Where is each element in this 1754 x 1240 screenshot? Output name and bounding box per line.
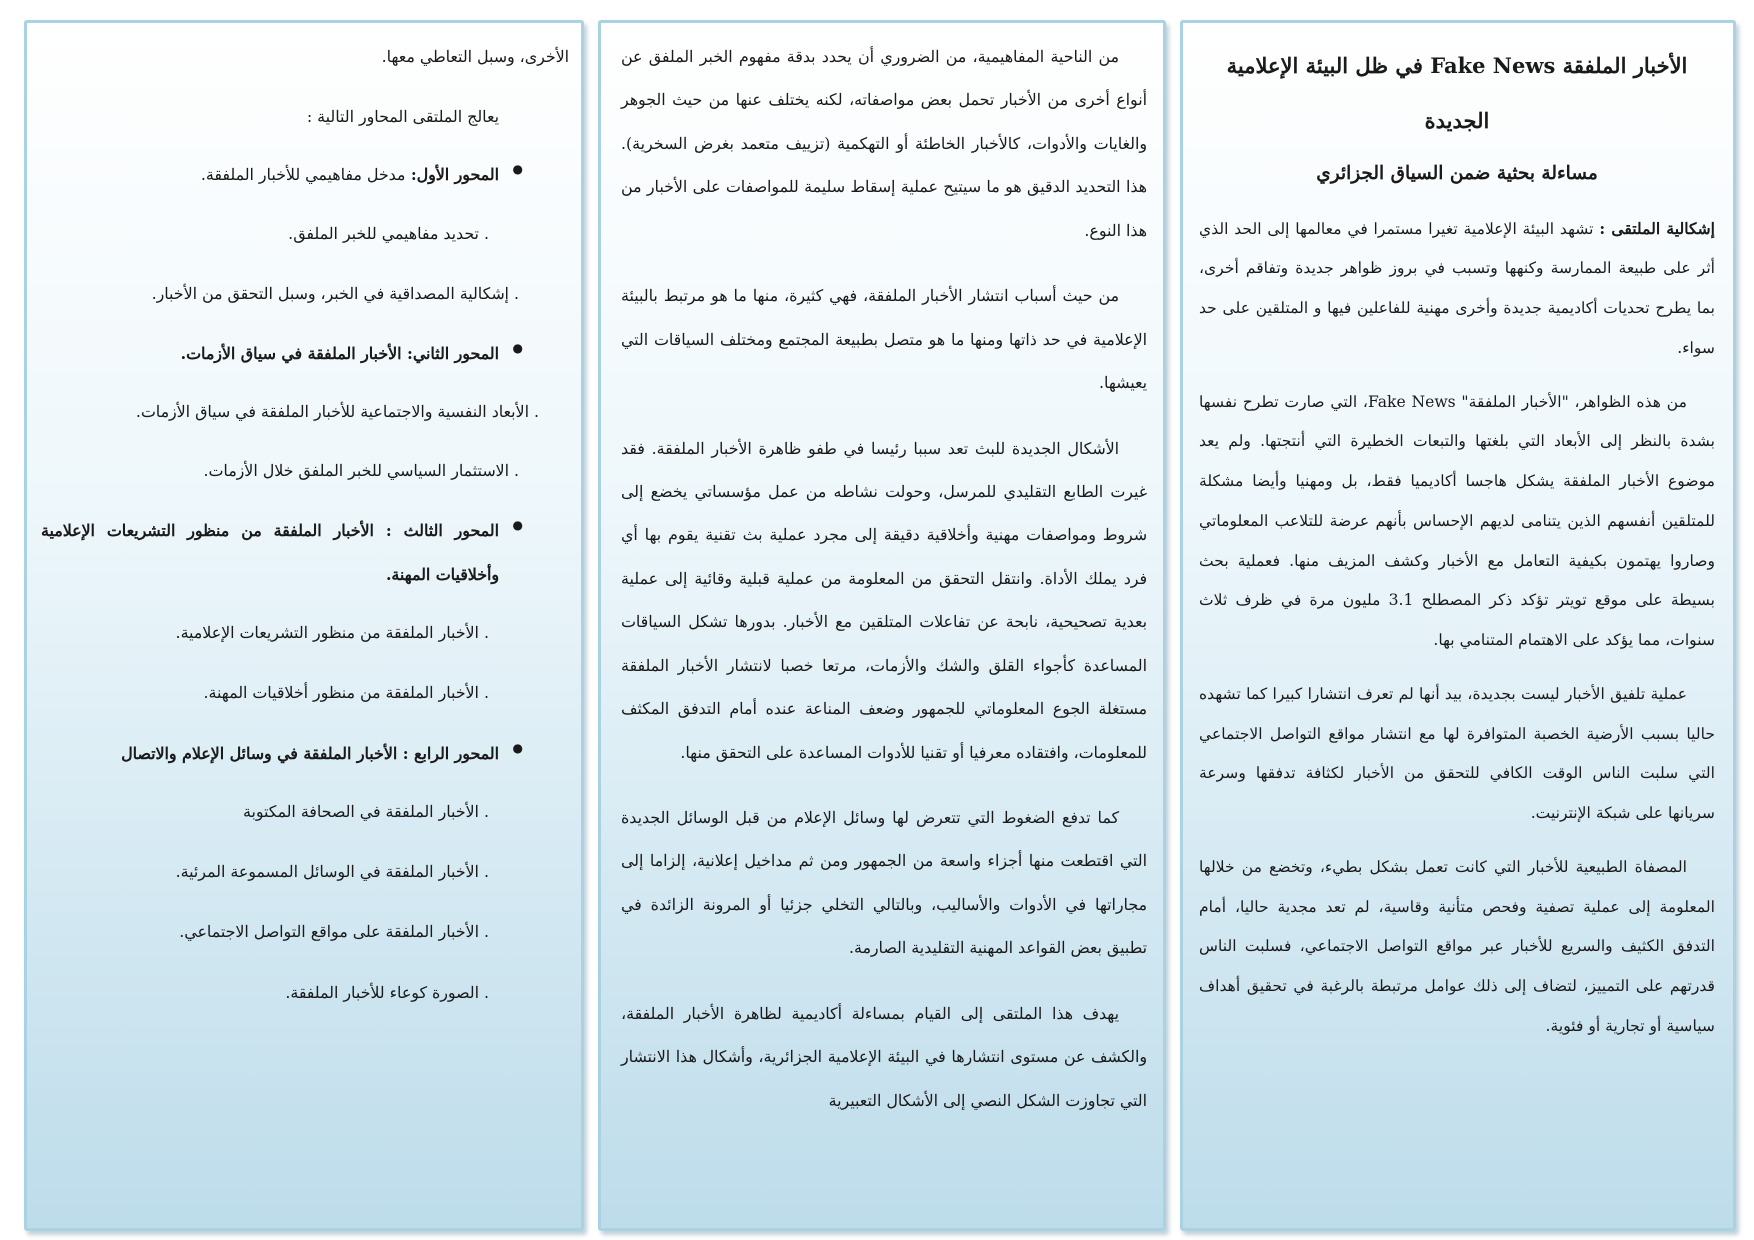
paragraph: المصفاة الطبيعية للأخبار التي كانت تعمل بشكل بطيء، وتخضع من خلالها المعلومة إلى عملية تصفية وفحص متأنية وقاسية، لم تعد مجدية حاليا، أمام التدفق الكثيف والسريع للأخبار عبر مواقع التواصل الاجتماعي، فسلبت الناس قدرتهم على التمييز، لتضاف إلى ذلك عوامل مرتبطة بالرغبة في تحقيق أهداف سياسية أو تجارية أو فئوية. [1199,857,1715,1035]
axis-item: . الاستثمار السياسي للخبر الملفق خلال الأزمات. [203,460,519,480]
column-right [1180,20,1736,1231]
page-subtitle: مساءلة بحثية ضمن السياق الجزائري [1316,163,1598,185]
paragraph: الأشكال الجديدة للبث تعد سببا رئيسا في طفو ظاهرة الأخبار الملفقة. فقد غيرت الطابع التقليدي للمرسل، وحولت نشاطه من عمل مؤسساتي يخضع إلى شروط ومواصفات مهنية وأخلاقية دقيقة إلى مجرد عملية بث تقنية يقوم بها أي فرد يملك الأداة. وانتقل التحقق من المعلومة من عملية قبلية وقائية إلى عملية بعدية تصحيحية، نابحة عن تفاعلات المتلقين مع الأخبار. بدورها تشكل السياقات المساعدة كأجواء القلق والشك والأزمات، مرتعا خصبا لانتشار الأخبار الملفقة مستغلة الجوع المعلوماتي للجمهور وضعف المناعة عنده أمام التدفق المكثف للمعلومات، وافتقاده معرفيا أو تقنيا للأدوات المساعدة على التحقق منها. [621,438,1147,762]
axis-item: . تحديد مفاهيمي للخبر الملفق. [288,223,489,243]
column-left [24,20,584,1231]
problem-paragraph [1199,209,1715,369]
paragraph: كما تدفع الضغوط التي تتعرض لها وسائل الإعلام من قبل الوسائل الجديدة التي اقتطعت منها أجزاء واسعة من الجمهور ومن ثم مداخيل إعلانية، إلزاما إلى مجاراتها في الأدوات والأساليب، وبالتالي التخلي جزئيا أو المرونة الزائدة في تطبيق بعض القواعد المهنية التقليدية الصارمة. [621,808,1147,958]
axis-item: . الأخبار الملفقة من منظور أخلاقيات المهنة. [203,683,489,703]
axes-intro: يعالج الملتقى المحاور التالية : [306,107,499,127]
problem-text: تشهد البيئة الإعلامية تغيرا مستمرا في معالمها إلى الحد الذي أثر على طبيعة الممارسة وكنهها وتسبب في بروز ظواهر جديدة وتفاقم أخرى، بما يطرح تحديات أكاديمية جديدة وأخرى مهنية للفاعلين فيها و المتلقين على حد سواء. [1199,219,1715,357]
axis-item: . إشكالية المصداقية في الخبر، وسبل التحقق من الأخبار. [151,283,519,303]
axis-1 [41,153,569,197]
paragraph: عملية تلفيق الأخبار ليست بجديدة، بيد أنها لم تعرف انتشارا كبيرا كما تشهده حاليا بسبب الأرضية الخصبة المتوافرة لها مع انتشار مواقع التواصل الاجتماعي التي سلبت الناس الوقت الكافي للتحقق من الأخبار لكثافة تدفقها وسرعة سريانها على شبكة الإنترنيت. [1199,684,1715,823]
axis-3: ● المحور الثالث : الأخبار الملفقة من منظور التشريعات الإعلامية وأخلاقيات المهنة. [41,509,569,597]
axis-item: . الأبعاد النفسية والاجتماعية للأخبار الملفقة في سياق الأزمات. [135,402,539,422]
paragraph: من هذه الظواهر، "الأخبار الملفقة" Fake News، التي صارت تطرح نفسها بشدة بالنظر إلى الأبعاد التي بلغتها والتبعات الخطيرة التي أنتجتها. ولم يعد موضوع الأخبار الملفقة يشكل هاجسا أكاديميا فقط، بل ومهنيا وأيضا مشكلة للمتلقين أنفسهم الذين يتنامى لديهم الإحساس بأنهم عرضة للتلاعب المعلوماتي وصاروا يهتمون بكيفية التعامل مع الأخبار وكشف المزيف منها. فعملية بحث بسيطة على موقع تويتر تؤكد ذكر المصطلح 3.1 مليون مرة في ظرف ثلاث سنوات، مما يؤكد على الاهتمام المتنامي بها. [1199,392,1715,650]
axis-item: . الصورة كوعاء للأخبار الملفقة. [285,982,489,1002]
axis-item: . الأخبار الملفقة في الوسائل المسموعة المرئية. [175,862,489,882]
continuation-text: الأخرى، وسبل التعاطي معها. [381,47,569,66]
axis-1-text: مدخل مفاهيمي للأخبار الملفقة. [200,165,406,185]
axis-4: ● المحور الرابع : الأخبار الملفقة في وسائل الإعلام والاتصال [41,732,569,776]
axis-2: ● المحور الثاني: الأخبار الملفقة في سياق الأزمات. [41,332,569,376]
column-middle [598,20,1166,1231]
page-title: الأخبار الملفقة Fake News في ظل البيئة الإعلامية الجديدة [1226,53,1688,133]
axis-1-label: المحور الأول: [410,165,499,185]
axis-item: . الأخبار الملفقة على مواقع التواصل الاجتماعي. [179,922,489,942]
paragraph: من حيث أسباب انتشار الأخبار الملفقة، فهي كثيرة، منها ما هو مرتبط بالبيئة الإعلامية في حد ذاتها ومنها ما هو متصل بطبيعة المجتمع ومختلف السياقات التي يعيشها. [621,286,1147,393]
problem-label: إشكالية الملتقى : [1599,218,1715,238]
axis-item: . الأخبار الملفقة في الصحافة المكتوبة [242,801,489,821]
paragraph: من الناحية المفاهيمية، من الضروري أن يحدد بدقة مفهوم الخبر الملفق عن أنواع أخرى من الأخبار تحمل بعض مواصفاته، لكنه يختلف عنها من حيث الجوهر والغايات والأدوات، كالأخبار الخاطئة أو التهكمية (تزييف متعمد بغرض السخرية). هذا التحديد الدقيق هو ما سيتيح عملية إسقاط سليمة للمواصفات على الأخبار من هذا النوع. [621,47,1147,240]
axis-item: . الأخبار الملفقة من منظور التشريعات الإعلامية. [175,623,489,643]
paragraph: يهدف هذا الملتقى إلى القيام بمساءلة أكاديمية لظاهرة الأخبار الملفقة، والكشف عن مستوى انتشارها في البيئة الإعلامية الجزائرية، وأشكال هذا الانتشار التي تجاوزت الشكل النصي إلى الأشكال التعبيرية [621,1003,1147,1110]
